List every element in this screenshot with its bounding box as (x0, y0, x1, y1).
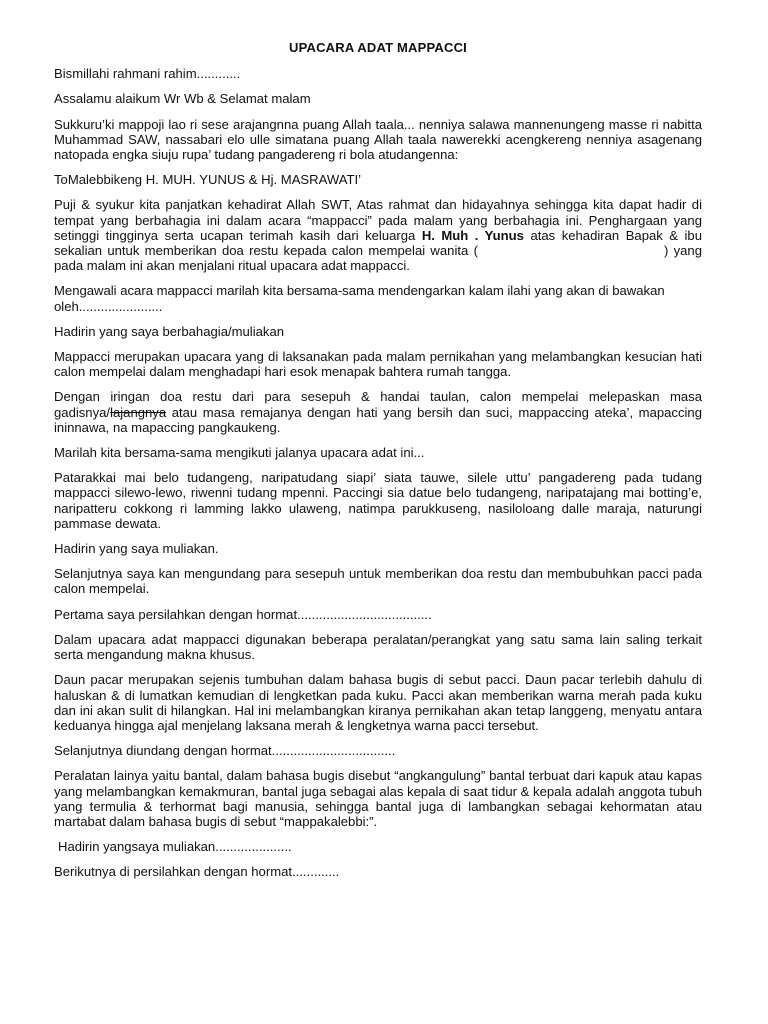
paragraph-text: Dengan iringan doa restu dari para sesepuh & handai taulan, calon mempelai melepaskan masa gadisnya/ (54, 389, 702, 420)
paragraph-honored-hosts: ToMalebbikeng H. MUH. YUNUS & Hj. MASRAWATI’ (54, 172, 362, 188)
paragraph-invite-elders: Selanjutnya saya kan mengundang para sesepuh untuk memberikan doa restu dan membubuhkan pacci pada calon mempelai. (54, 566, 702, 597)
paragraph-text: atau masa remajanya dengan hati yang bersih dan suci, mappaccing ateka’, mapaccing ininnawa, na mapaccing pangkaukeng. (54, 404, 702, 435)
paragraph-sukkuru: Sukkuru’ki mappoji lao ri sese arajangnna puang Allah taala... nenniya salawa mannenungeng masse ri nabitta Muhammad SAW, nassabari elo ulle simatana puang Allah taala nawerekki acengkereng nenniya asagenang natopada engka siuju rupa’ tudang pangadereng ri bola atudangenna: (54, 116, 702, 163)
paragraph-text: Puji & syukur kita panjatkan kehadirat Allah SWT, Atas rahmat dan hidayahnya sehingga kita dapat hadir di tempat yang berbahagia ini dalam acara “mappacci” pada malam yang berbahagia ini. Penghargaan yang setinggi tingginya serta ucapan terimah kasih dari keluarga (54, 197, 702, 243)
paragraph-audience-3: Hadirin yangsaya muliakan..................... (58, 839, 292, 855)
paragraph-patarakkai: Patarakkai mai belo tudangeng, naripatudang siapi’ siata tauwe, silele uttu’ pangadereng pada tudang mappacci silewo-lewo, riwenni tudang mpenni. Paccingi sia datue belo tudangeng, naripatajang mai botting’e, naripatteru cokkong ri lamming lakko ulaweng, natimpa parukkuseng, nasiloloang dalle maraja, naturungi pammase dewata. (54, 470, 702, 531)
paragraph-text: ) (663, 243, 669, 259)
paragraph-bismillah: Bismillahi rahmani rahim............ (54, 66, 241, 82)
paragraph-first-invite: Pertama saya persilahkan dengan hormat..................................... (54, 606, 432, 622)
paragraph-bantal: Peralatan lainya yaitu bantal, dalam bahasa bugis disebut “angkangulung” bantal terbuat dari kapuk atau kapas yang melambangkan kemakmuran, bantal juga sebagai alas kepala di saat tidur & kepala adalah anggota tubuh yang termulia & terhormat bagi manusia, sehingga bantal juga di lambangkan sebagai kehormatan atau martabat dalam bahasa bugis di sebut “mappakalebbi:”. (54, 768, 702, 829)
paragraph-mappacci-meaning: Mappacci merupakan upacara yang di laksanakan pada malam pernikahan yang melambangkan kesucian hati calon mempelai dalam menghadapi hari esok menapak bahtera rumah tangga. (54, 349, 702, 380)
paragraph-doa-restu (54, 389, 702, 435)
document-page (54, 40, 702, 890)
paragraph-audience-1: Hadirin yang saya berbahagia/muliakan (54, 323, 285, 339)
paragraph-daun-pacar: Daun pacar merupakan sejenis tumbuhan dalam bahasa bugis di sebut pacci. Daun pacar terlebih dahulu di haluskan & di lumatkan kemudian di lengketkan pada kuku. Pacci akan memberikan warna merah pada kuku dan ini akan sulit di hilangkan. Hal ini melambangkan kiranya pernikahan akan tetap langgeng, menyatu antara keduanya hingga ajal menjelang laksana merah & lengketnya warna pacci tersebut. (54, 672, 702, 733)
document-title: UPACARA ADAT MAPPACCI (288, 40, 467, 55)
host-name-bold: H. Muh . Yunus (421, 227, 524, 243)
paragraph-puji-syukur (54, 197, 702, 273)
paragraph-next-invite: Selanjutnya diundang dengan hormat.................................. (54, 743, 396, 759)
paragraph-equipment: Dalam upacara adat mappacci digunakan beberapa peralatan/perangkat yang satu sama lain saling terkait serta mengandung makna khusus. (54, 631, 702, 663)
paragraph-text: atas kehadiran Bapak & ibu sekalian untuk memberikan doa restu kepada calon mempelai wanita ( (54, 227, 702, 259)
paragraph-text: yang pada malam ini akan menjalani ritual upacara adat mappacci. (54, 243, 702, 274)
paragraph-follow-ceremony: Marilah kita bersama-sama mengikuti jalanya upacara adat ini... (54, 445, 425, 461)
paragraph-opening: Mengawali acara mappacci marilah kita bersama-sama mendengarkan kalam ilahi yang akan di bawakan oleh....................... (54, 283, 665, 314)
struck-word: lajangnya (110, 404, 167, 420)
paragraph-greeting: Assalamu alaikum Wr Wb & Selamat malam (54, 91, 311, 107)
paragraph-following-invite: Berikutnya di persilahkan dengan hormat............. (54, 864, 340, 880)
paragraph-audience-2: Hadirin yang saya muliakan. (54, 541, 219, 557)
